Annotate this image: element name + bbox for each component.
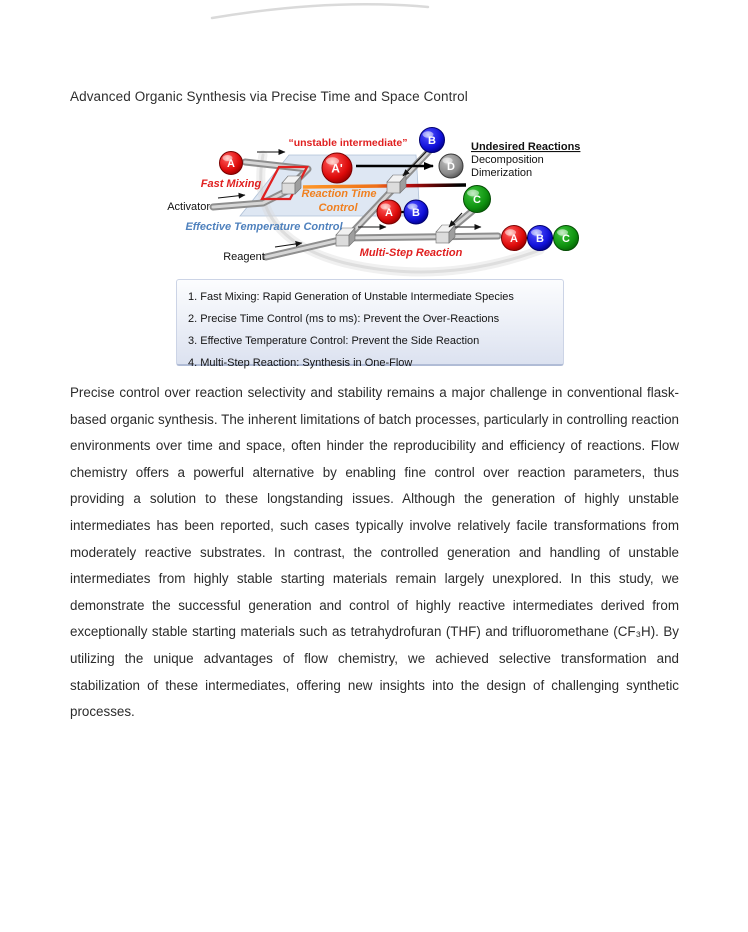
key-points-box [176,279,564,369]
svg-text:D: D [447,161,455,174]
svg-text:A': A' [331,161,343,176]
product-c [554,226,579,251]
label-undesired-reactions: Undesired Reactions [471,141,581,153]
label-reagent: Reagent [223,251,265,263]
species-b-pair [404,200,428,224]
key-point-1: 1. Fast Mixing: Rapid Generation of Unstable Intermediate Species [188,291,514,303]
label-unstable-intermediate: “unstable intermediate” [288,137,408,149]
label-multi-step-reaction: Multi-Step Reaction [359,247,463,259]
key-point-4: 4. Multi-Step Reaction: Synthesis in One-Flow [188,357,413,369]
label-reaction-time: Reaction Time [301,188,377,200]
product-a [502,226,527,251]
junction-cube-icon [436,225,455,243]
svg-text:C: C [473,194,481,207]
label-reaction-time-control: Control [318,202,358,214]
reaction-time-line [303,185,466,187]
flow-diagram [160,113,700,277]
species-a [220,152,243,175]
label-decomposition: Decomposition [471,154,544,166]
svg-text:B: B [412,207,420,220]
label-activator: Activator [167,201,210,213]
product-b [528,226,553,251]
svg-text:C: C [562,233,570,246]
abstract-paragraph: Precise control over reaction selectivity and stability remains a major challenge in conventional flask-based organic synthesis. The inherent limitations of batch processes, particularly in controlling reaction environments over time and space, often hinder the reproducibility and efficiency of reactions. Flow chemistry offers a powerful alternative by enabling fine control over reaction parameters, thus providing a solution to these longstanding issues. Although the generation of highly unstable intermediates has been reported, such cases typically involve relatively facile transformations from moderately reactive substrates. In contrast, the controlled generation and handling of unstable intermediates from highly stable starting materials remain largely unexplored. In this study, we demonstrate the successful generation and control of highly reactive intermediates derived from exceptionally stable starting materials such as tetrahydrofuran (THF) and trifluoromethane (CF₃H). By utilizing the unique advantages of flow chemistry, we achieved selective transformation and stabilization of these intermediates, offering new insights into the design of challenging synthetic processes. [70,385,679,720]
species-c-top [464,186,491,213]
key-point-2: 2. Precise Time Control (ms to ms): Prevent the Over-Reactions [188,313,500,325]
decorative-top-arc [0,0,748,30]
species-d [439,154,463,178]
svg-text:A: A [510,233,518,246]
page-title: Advanced Organic Synthesis via Precise Time and Space Control [70,89,468,104]
key-point-3: 3. Effective Temperature Control: Prevent the Side Reaction [188,335,480,347]
label-fast-mixing: Fast Mixing [200,178,262,190]
svg-text:A: A [385,207,393,220]
species-a-prime [322,153,352,183]
label-effective-temperature-control: Effective Temperature Control [185,221,343,233]
species-b-top [420,128,445,153]
svg-text:B: B [536,233,544,246]
species-a-pair [377,200,401,224]
label-dimerization: Dimerization [471,167,533,179]
svg-text:B: B [428,135,436,148]
svg-text:A: A [227,158,235,171]
